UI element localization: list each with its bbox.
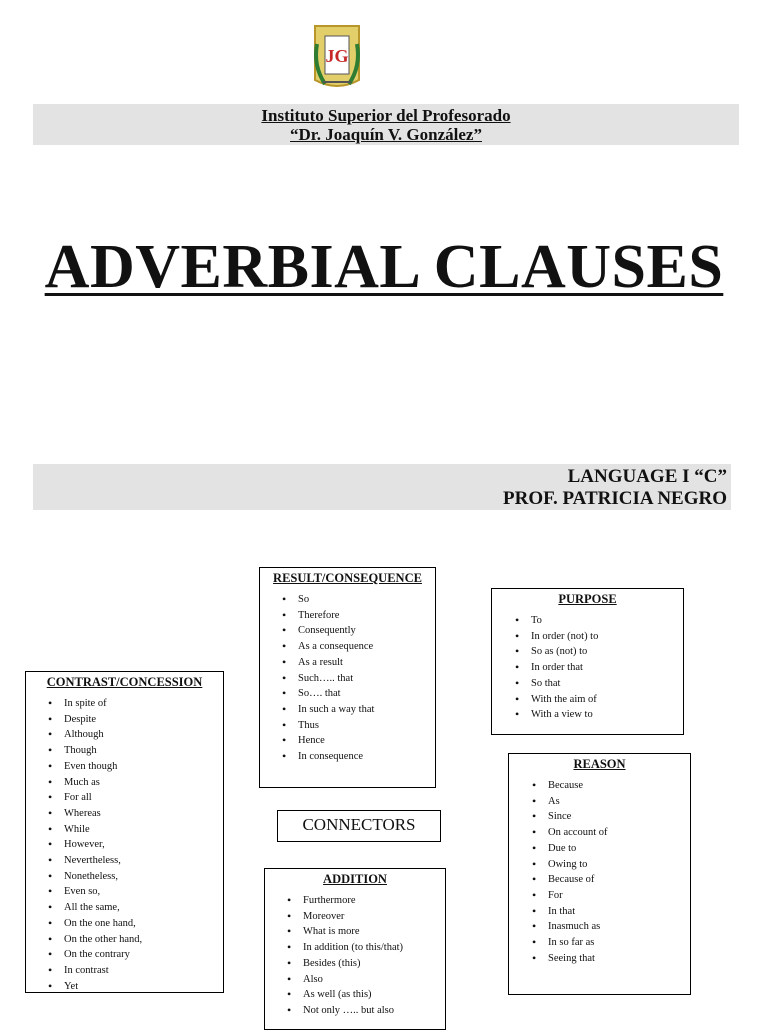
list-item: • Hence [298,733,435,749]
list-item: • Whereas [64,806,223,822]
list-item: • Thus [298,718,435,734]
list-item: • For [548,888,690,904]
result-list [260,592,435,765]
reason-box [508,753,691,995]
list-item: • So as (not) to [531,644,683,660]
list-item: • All the same, [64,900,223,916]
list-item: • With a view to [531,707,683,723]
list-item: • Nevertheless, [64,853,223,869]
list-item: • As well (as this) [303,987,445,1003]
list-item: • Also [303,972,445,988]
list-item: • So [298,592,435,608]
list-item: • Therefore [298,608,435,624]
list-item: • Yet [64,979,223,993]
course-name: LANGUAGE I “C” [567,466,727,487]
list-item: • As a result [298,655,435,671]
reason-list [509,778,690,966]
list-item: • Nonetheless, [64,869,223,885]
list-item: • Seeing that [548,951,690,967]
list-item: • Though [64,743,223,759]
list-item: • So that [531,676,683,692]
list-item: • While [64,822,223,838]
list-item: • In addition (to this/that) [303,940,445,956]
result-heading: RESULT/CONSEQUENCE [273,571,422,585]
addition-heading: ADDITION [323,872,387,886]
list-item: • Furthermore [303,893,445,909]
contrast-list [26,696,223,993]
list-item: • On the one hand, [64,916,223,932]
list-item: • So…. that [298,686,435,702]
list-item: • Even though [64,759,223,775]
list-item: • On the other hand, [64,932,223,948]
list-item: • In spite of [64,696,223,712]
list-item: • Inasmuch as [548,919,690,935]
svg-text:JG: JG [325,46,349,66]
list-item: • In contrast [64,963,223,979]
list-item: • Because of [548,872,690,888]
list-item: • Much as [64,775,223,791]
purpose-heading: PURPOSE [558,592,617,606]
list-item: • In such a way that [298,702,435,718]
list-item: • In that [548,904,690,920]
purpose-list [492,613,683,723]
addition-list [265,893,445,1019]
course-info [33,464,731,510]
list-item: • In consequence [298,749,435,765]
contrast-heading: CONTRAST/CONCESSION [46,675,203,689]
list-item: • Since [548,809,690,825]
list-item: • In order that [531,660,683,676]
list-item: • However, [64,837,223,853]
professor-name: PROF. PATRICIA NEGRO [503,488,727,509]
list-item: • Despite [64,712,223,728]
list-item: • On account of [548,825,690,841]
list-item: • Owing to [548,857,690,873]
list-item: • In order (not) to [531,629,683,645]
institution-logo [309,22,365,92]
list-item: • Although [64,727,223,743]
reason-heading: REASON [573,757,626,771]
institution-header [33,104,739,145]
list-item: • What is more [303,924,445,940]
list-item: • Not only ….. but also [303,1003,445,1019]
list-item: • Moreover [303,909,445,925]
result-consequence-box [259,567,436,788]
list-item: • With the aim of [531,692,683,708]
list-item: • On the contrary [64,947,223,963]
addition-box [264,868,446,1030]
list-item: • Such….. that [298,671,435,687]
purpose-box [491,588,684,735]
list-item: • Even so, [64,884,223,900]
contrast-concession-box [25,671,224,993]
document-title: ADVERBIAL CLAUSES [44,233,724,301]
list-item: • As [548,794,690,810]
list-item: • As a consequence [298,639,435,655]
list-item: • To [531,613,683,629]
institution-name: Instituto Superior del Profesorado [261,106,511,125]
institution-patron: “Dr. Joaquín V. González” [290,125,482,144]
list-item: • Besides (this) [303,956,445,972]
list-item: • Consequently [298,623,435,639]
list-item: • Because [548,778,690,794]
connectors-label: CONNECTORS [277,810,441,842]
list-item: • For all [64,790,223,806]
list-item: • Due to [548,841,690,857]
list-item: • In so far as [548,935,690,951]
